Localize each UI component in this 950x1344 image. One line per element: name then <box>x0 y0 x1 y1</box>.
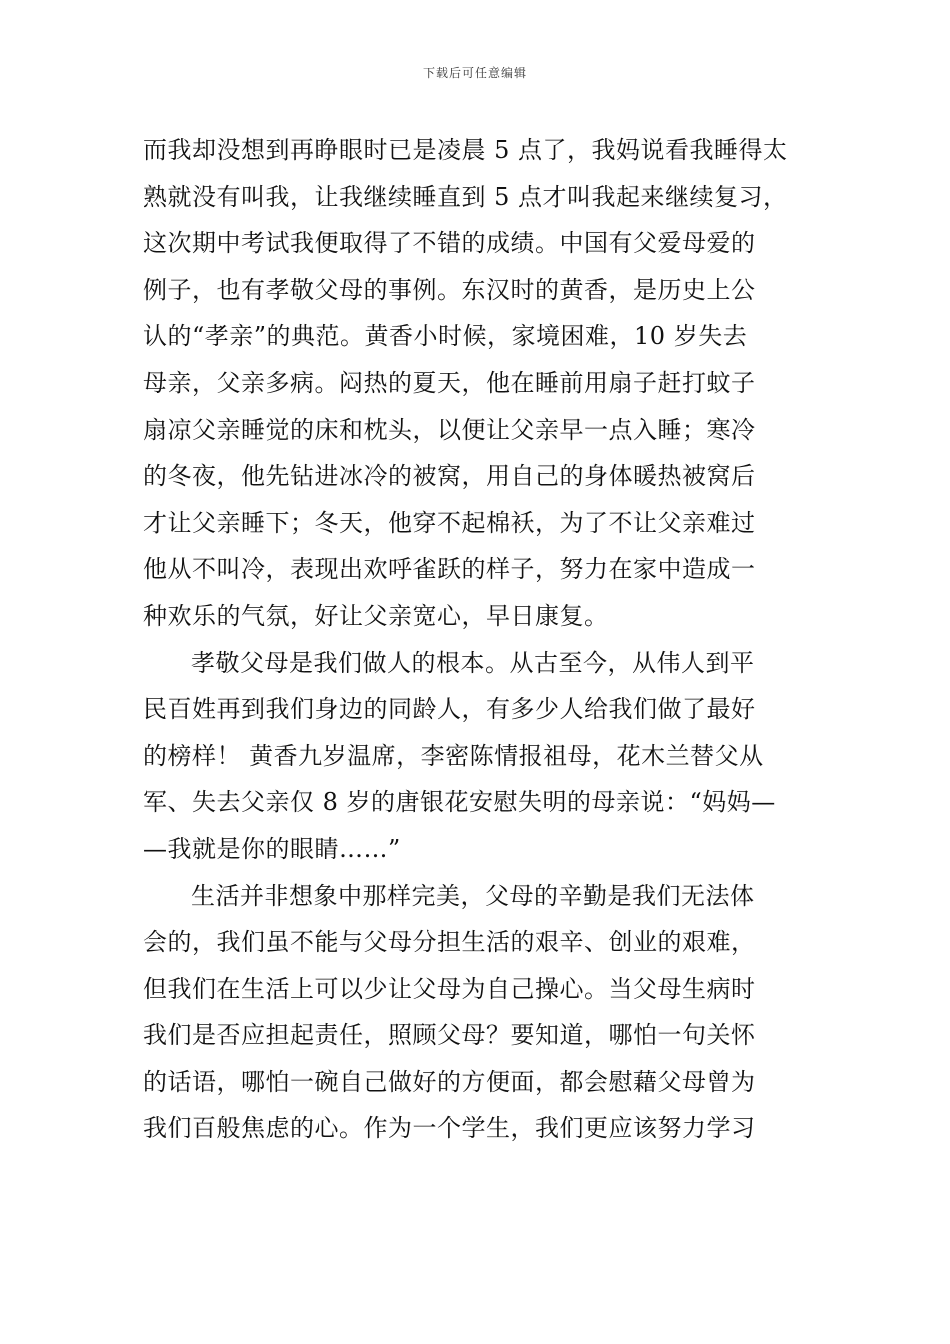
text-line: 民百姓再到我们身边的同龄人，有多少人给我们做了最好 <box>143 695 756 724</box>
text-line: 而我却没想到再睁眼时已是凌晨 5 点了，我妈说看我睡得太 <box>143 136 788 164</box>
text-line: 我们是否应担起责任，照顾父母？要知道，哪怕一句关怀 <box>143 1021 756 1050</box>
paragraph-2 <box>143 640 811 873</box>
text-line: 母亲，父亲多病。闷热的夏天，他在睡前用扇子赶打蚊子 <box>143 368 756 397</box>
page-header: 下载后可任意编辑 <box>422 66 527 80</box>
text-line: 军、失去父亲仅 8 岁的唐银花安慰失明的母亲说：“妈妈— <box>143 788 776 817</box>
text-line: 这次期中考试我便取得了不错的成绩。中国有父爱母爱的 <box>143 229 756 258</box>
text-line: 的话语，哪怕一碗自己做好的方便面，都会慰藉父母曾为 <box>143 1067 756 1096</box>
text-line: 但我们在生活上可以少让父母为自己操心。当父母生病时 <box>143 974 756 1003</box>
text-line: 孝敬父母是我们做人的根本。从古至今，从伟人到平 <box>191 648 755 677</box>
paragraph-3 <box>143 873 811 1153</box>
document-body <box>143 127 811 1152</box>
text-line: 他从不叫冷，表现出欢呼雀跃的样子，努力在家中造成一 <box>143 555 756 584</box>
text-line: 认的“孝亲”的典范。黄香小时候，家境困难，10 岁失去 <box>143 322 748 351</box>
text-line: 例子，也有孝敬父母的事例。东汉时的黄香，是历史上公 <box>143 275 756 304</box>
text-line: 扇凉父亲睡觉的床和枕头，以便让父亲早一点入睡；寒冷 <box>143 415 756 444</box>
text-line: —我就是你的眼睛……” <box>143 834 401 863</box>
text-line: 熟就没有叫我，让我继续睡直到 5 点才叫我起来继续复习， <box>143 182 788 211</box>
paragraph-1 <box>143 127 811 640</box>
text-line: 种欢乐的气氛，好让父亲宽心，早日康复。 <box>143 601 609 630</box>
text-line: 的榜样！ 黄香九岁温席，李密陈情报祖母，花木兰替父从 <box>143 741 764 770</box>
text-line: 我们百般焦虑的心。作为一个学生，我们更应该努力学习 <box>143 1114 756 1143</box>
text-line: 会的，我们虽不能与父母分担生活的艰辛、创业的艰难， <box>143 928 756 957</box>
text-line: 生活并非想象中那样完美，父母的辛勤是我们无法体 <box>191 881 755 910</box>
text-line: 才让父亲睡下；冬天，他穿不起棉袄，为了不让父亲难过 <box>143 508 756 537</box>
text-line: 的冬夜，他先钻进冰冷的被窝，用自己的身体暖热被窝后 <box>143 462 756 491</box>
